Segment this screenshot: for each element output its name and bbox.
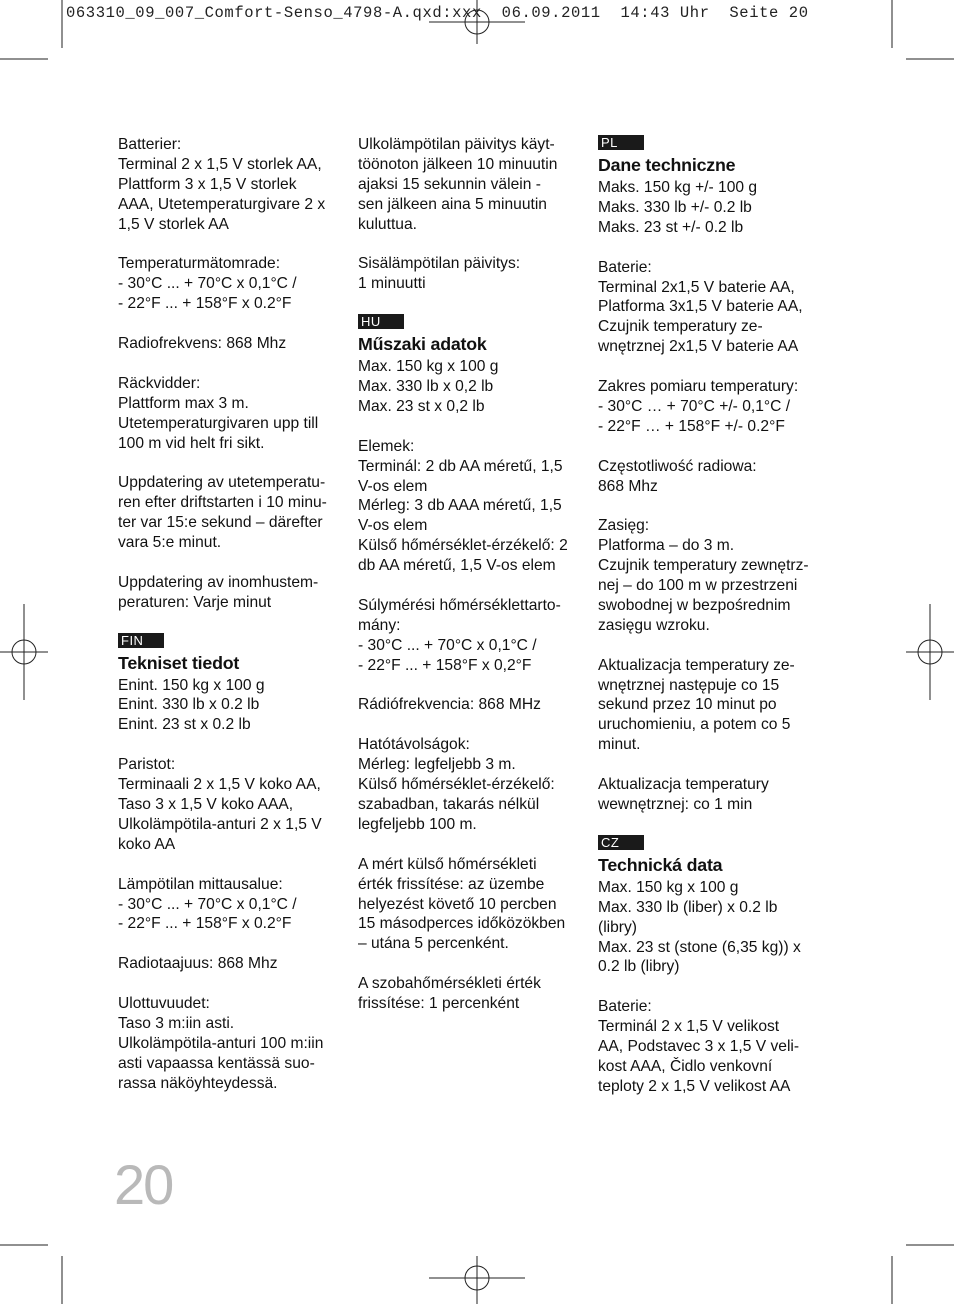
- column-swedish: [118, 135, 340, 1113]
- text-line: Plattform 3 x 1,5 V storlek: [118, 175, 297, 193]
- paragraph: [358, 735, 580, 835]
- text-line: - 30°C ... + 70°C x 0,1°C /: [118, 895, 297, 913]
- paragraph: [118, 875, 340, 935]
- text-line: asti vapaassa kentässä suo-: [118, 1054, 315, 1072]
- text-line: Terminaali 2 x 1,5 V koko AA,: [118, 776, 321, 794]
- registration-mark-right: [906, 604, 954, 700]
- paragraph: [358, 596, 580, 676]
- swedish-section: [118, 135, 340, 613]
- text-line: zasięgu wzroku.: [598, 616, 710, 634]
- text-line: Súlymérési hőmérséklettarto-: [358, 596, 561, 614]
- text-line: Enint. 330 lb x 0.2 lb: [118, 696, 260, 714]
- text-line: Max. 23 st (stone (6,35 kg)) x: [598, 938, 801, 956]
- text-line: 1 minuutti: [358, 275, 426, 293]
- text-line: szabadban, takarás nélkül: [358, 796, 540, 813]
- text-line: Terminal 2x1,5 V baterie AA,: [598, 278, 795, 296]
- paragraph: [118, 573, 340, 613]
- paragraph: [118, 374, 340, 454]
- text-line: – utána 5 percenként.: [358, 935, 509, 953]
- section-heading: Technická data: [598, 854, 723, 875]
- text-line: érték frissítése: az üzembe: [358, 875, 545, 893]
- registration-mark-top: [429, 0, 525, 44]
- text-line: Elemek:: [358, 437, 415, 455]
- text-line: kuluttua.: [358, 215, 417, 233]
- text-line: Platforma 3x1,5 V baterie AA,: [598, 298, 803, 316]
- text-line: Aktualizacja temperatury ze-: [598, 656, 795, 674]
- czech-section: [598, 835, 820, 1097]
- text-line: Plattform max 3 m.: [118, 394, 249, 412]
- text-line: - 22°F … + 158°F +/- 0.2°F: [598, 417, 785, 435]
- text-line: Ulkolämpötila-anturi 2 x 1,5 V: [118, 815, 322, 833]
- text-line: Zasięg:: [598, 517, 650, 535]
- text-line: Terminál 2 x 1,5 V velikost: [598, 1018, 780, 1036]
- text-line: Baterie:: [598, 998, 652, 1016]
- text-line: Terminal 2 x 1,5 V storlek AA,: [118, 155, 322, 173]
- paragraph: [358, 357, 580, 417]
- text-line: ter var 15:e sekund – därefter: [118, 514, 323, 532]
- column-polish-czech: [598, 135, 820, 1117]
- text-line: wnętrznej następuje co 15: [598, 676, 780, 694]
- paragraph: [598, 878, 820, 978]
- paragraph: [598, 997, 820, 1097]
- text-line: 868 Mhz: [598, 477, 658, 495]
- text-line: Max. 23 st x 0,2 lb: [358, 397, 485, 415]
- text-line: uruchomieniu, a potem co 5: [598, 716, 791, 734]
- finnish-section: [118, 633, 340, 1094]
- page-number: 20: [114, 1153, 173, 1216]
- paragraph: [598, 656, 820, 756]
- text-line: Paristot:: [118, 756, 176, 774]
- text-line: legfeljebb 100 m.: [358, 815, 477, 833]
- text-line: Enint. 23 st x 0.2 lb: [118, 716, 251, 734]
- text-line: - 30°C ... + 70°C x 0,1°C /: [118, 275, 297, 293]
- text-line: Maks. 23 st +/- 0.2 lb: [598, 218, 744, 236]
- section-heading: Műszaki adatok: [358, 334, 487, 355]
- text-line: Utetemperaturgivaren upp till: [118, 414, 319, 432]
- text-line: rassa näköyhteydessä.: [118, 1074, 278, 1092]
- paragraph: [118, 994, 340, 1094]
- text-line: Ulottuvuudet:: [118, 995, 210, 1012]
- text-line: mány:: [358, 616, 401, 634]
- text-line: Terminál: 2 db AA méretű, 1,5: [358, 457, 563, 475]
- paragraph: [118, 254, 340, 314]
- paragraph: [358, 254, 580, 294]
- paragraph: [598, 377, 820, 437]
- text-line: kost AAA, Čidlo venkovní: [598, 1057, 773, 1075]
- text-line: Czujnik temperatury zewnętrz-: [598, 557, 809, 575]
- text-line: 0.2 lb (libry): [598, 958, 680, 976]
- text-line: 1,5 V storlek AA: [118, 215, 229, 233]
- section-heading: Tekniset tiedot: [118, 652, 240, 673]
- text-line: sekund przez 10 minut po: [598, 696, 777, 714]
- text-line: ajaksi 15 sekunnin välein -: [358, 175, 541, 193]
- text-line: 15 másodperces időközökben: [358, 915, 566, 933]
- text-line: Max. 150 kg x 100 g: [358, 358, 499, 376]
- text-line: wewnętrznej: co 1 min: [598, 796, 753, 813]
- polish-section: [598, 135, 820, 815]
- text-line: Baterie:: [598, 258, 652, 276]
- paragraph: [358, 855, 580, 955]
- text-line: - 22°F ... + 158°F x 0,2°F: [358, 656, 532, 674]
- text-line: Uppdatering av utetemperatu-: [118, 474, 326, 492]
- paragraph: [358, 974, 580, 1014]
- text-line: Częstotliwość radiowa:: [598, 457, 757, 475]
- text-line: V-os elem: [358, 477, 428, 495]
- text-line: - 30°C … + 70°C +/- 0,1°C /: [598, 397, 791, 415]
- language-badge-pl: PL: [598, 135, 644, 150]
- text-line: Max. 150 kg x 100 g: [598, 878, 739, 896]
- finnish-continued: [358, 135, 580, 294]
- text-line: db AA méretű, 1,5 V-os elem: [358, 557, 556, 575]
- language-badge-cz: CZ: [598, 835, 644, 850]
- registration-mark-left: [0, 604, 48, 700]
- text-line: Zakres pomiaru temperatury:: [598, 378, 799, 396]
- paragraph: [118, 473, 340, 553]
- text-line: Lämpötilan mittausalue:: [118, 875, 283, 893]
- text-line: Külső hőmérséklet-érzékelő:: [358, 776, 555, 794]
- text-line: Räckvidder:: [118, 374, 201, 392]
- text-line: Aktualizacja temperatury: [598, 776, 769, 794]
- text-line: Ulkolämpötila-anturi 100 m:iin: [118, 1034, 324, 1052]
- paragraph: [598, 775, 820, 815]
- text-line: Uppdatering av inomhustem-: [118, 573, 319, 591]
- text-line: Mérleg: legfeljebb 3 m.: [358, 756, 516, 774]
- text-line: wnętrznej 2x1,5 V baterie AA: [598, 338, 799, 356]
- text-line: Batterier:: [118, 136, 182, 153]
- text-line: nej – do 100 m w przestrzeni: [598, 577, 798, 595]
- text-line: Max. 330 lb x 0,2 lb: [358, 378, 494, 396]
- text-line: (libry): [598, 918, 637, 936]
- text-line: Rádiófrekvencia: 868 MHz: [358, 696, 541, 714]
- text-line: Sisälämpötilan päivitys:: [358, 255, 521, 273]
- text-line: - 30°C ... + 70°C x 0,1°C /: [358, 636, 537, 654]
- text-line: - 22°F ... + 158°F x 0.2°F: [118, 915, 292, 933]
- paragraph: [358, 437, 580, 576]
- text-line: minut.: [598, 736, 641, 754]
- text-line: - 22°F ... + 158°F x 0.2°F: [118, 295, 292, 313]
- text-line: Ulkolämpötilan päivitys käyt-: [358, 136, 555, 153]
- text-line: teploty 2 x 1,5 V velikost AA: [598, 1077, 791, 1095]
- paragraph: [598, 516, 820, 635]
- text-line: töönoton jälkeen 10 minuutin: [358, 155, 558, 173]
- text-line: Külső hőmérséklet-érzékelő: 2: [358, 537, 568, 555]
- text-line: Maks. 330 lb +/- 0.2 lb: [598, 198, 752, 216]
- paragraph: [118, 954, 340, 974]
- paragraph: [118, 135, 340, 235]
- text-line: Czujnik temperatury ze-: [598, 318, 763, 336]
- paragraph: [598, 258, 820, 358]
- paragraph: [118, 334, 340, 354]
- text-line: helyezést követő 10 percben: [358, 895, 557, 913]
- text-line: Max. 330 lb (liber) x 0.2 lb: [598, 898, 778, 916]
- text-line: Radiotaajuus: 868 Mhz: [118, 955, 278, 973]
- text-line: koko AA: [118, 835, 176, 853]
- paragraph: [118, 676, 340, 736]
- text-line: V-os elem: [358, 517, 428, 535]
- language-badge-hu: HU: [358, 314, 404, 329]
- text-line: frissítése: 1 percenként: [358, 995, 520, 1013]
- text-line: sen jälkeen aina 5 minuutin: [358, 195, 547, 213]
- text-line: peraturen: Varje minut: [118, 593, 272, 611]
- file-slug-line: 063310_09_007_Comfort-Senso_4798-A.qxd:xxx 06.09.2011 14:43 Uhr Seite 20: [66, 4, 809, 22]
- text-line: A mért külső hőmérsékleti: [358, 855, 537, 873]
- section-heading: Dane techniczne: [598, 155, 736, 175]
- language-badge-fin: FIN: [118, 633, 164, 648]
- text-line: A szobahőmérsékleti érték: [358, 975, 541, 993]
- column-finnish-hungarian: [358, 135, 580, 1034]
- text-line: Platforma – do 3 m.: [598, 537, 735, 555]
- text-line: Enint. 150 kg x 100 g: [118, 676, 265, 694]
- text-line: Radiofrekvens: 868 Mhz: [118, 335, 287, 353]
- paragraph: [358, 135, 580, 235]
- text-line: swobodnej w bezpośrednim: [598, 596, 791, 614]
- text-line: AA, Podstavec 3 x 1,5 V veli-: [598, 1038, 800, 1056]
- hungarian-section: [358, 314, 580, 1014]
- text-line: Taso 3 m:iin asti.: [118, 1014, 235, 1032]
- text-line: 100 m vid helt fri sikt.: [118, 434, 265, 452]
- paragraph: [598, 457, 820, 497]
- paragraph: [358, 695, 580, 715]
- text-line: vara 5:e minut.: [118, 534, 222, 552]
- text-line: Temperaturmätomrade:: [118, 255, 281, 273]
- text-line: Hatótávolságok:: [358, 736, 470, 754]
- paragraph: [598, 178, 820, 238]
- paragraph: [118, 755, 340, 855]
- text-line: AAA, Utetemperaturgivare 2 x: [118, 195, 326, 213]
- text-line: Maks. 150 kg +/- 100 g: [598, 179, 758, 196]
- text-line: Mérleg: 3 db AAA méretű, 1,5: [358, 497, 562, 515]
- text-line: Taso 3 x 1,5 V koko AAA,: [118, 795, 294, 813]
- registration-mark-bottom: [429, 1256, 525, 1304]
- text-line: ren efter driftstarten i 10 minu-: [118, 494, 327, 512]
